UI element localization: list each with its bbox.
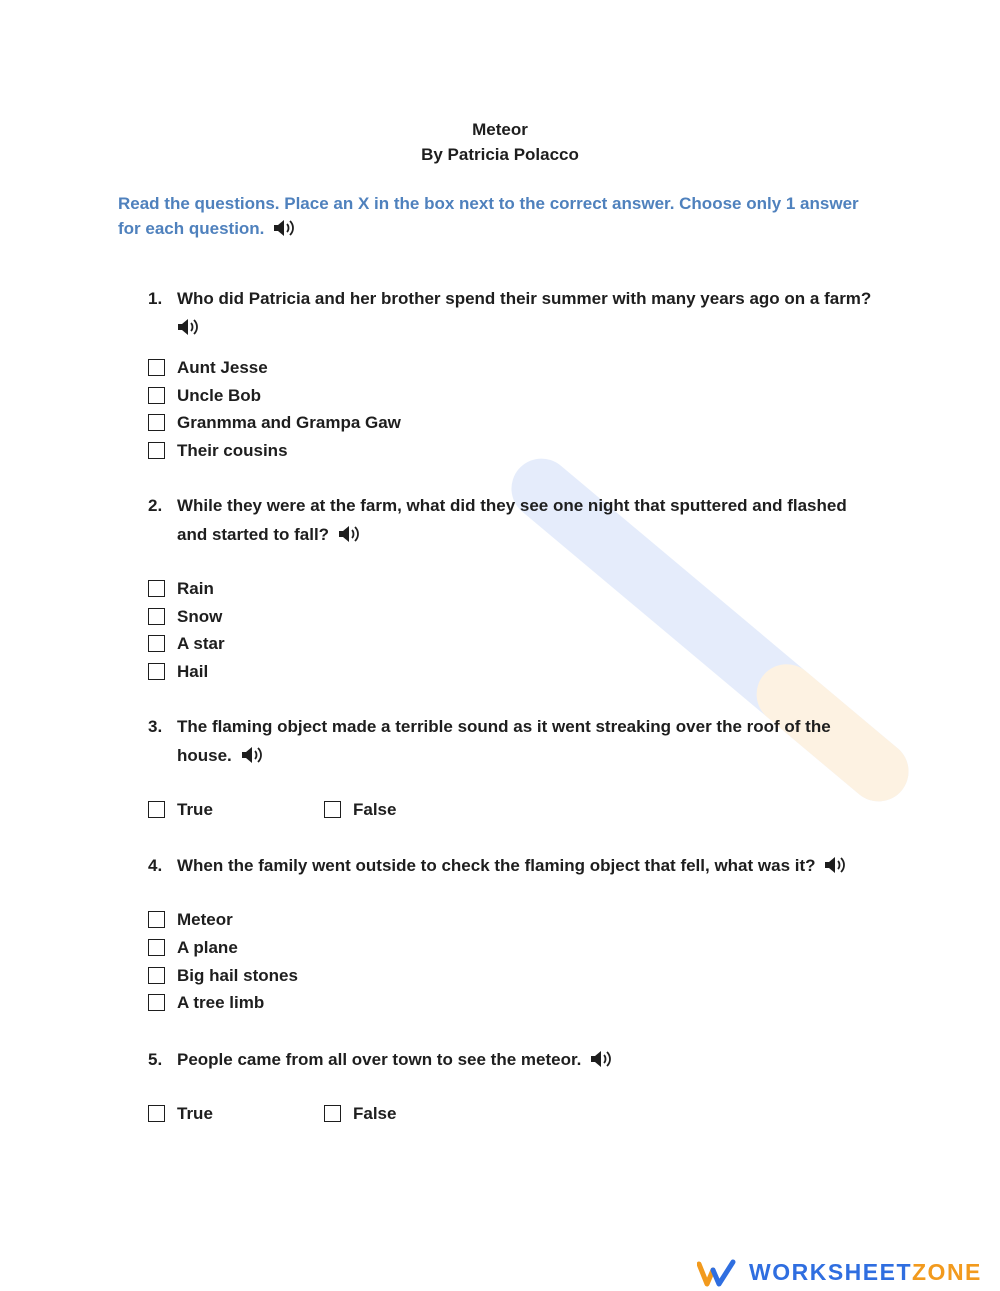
instructions-line-2-text: for each question. (118, 219, 265, 238)
checkbox[interactable] (148, 1105, 165, 1122)
option-label: A star (177, 634, 225, 653)
speaker-icon[interactable] (177, 318, 199, 336)
speaker-icon[interactable] (338, 525, 360, 543)
option-label: True (177, 1104, 213, 1123)
option-label: Snow (177, 607, 223, 626)
checkbox[interactable] (324, 801, 341, 818)
option-label: Their cousins (177, 441, 288, 460)
option-label: False (353, 800, 397, 819)
speaker-icon[interactable] (590, 1050, 612, 1068)
logo-word-zone: ZONE (912, 1259, 982, 1285)
option-label: Big hail stones (177, 966, 298, 985)
logo-text (749, 1259, 982, 1286)
option-label: Meteor (177, 910, 233, 929)
checkbox[interactable] (148, 663, 165, 680)
question-text-line-2: house. (177, 746, 232, 765)
question-text (177, 851, 887, 880)
speaker-icon[interactable] (273, 219, 295, 237)
checkbox[interactable] (148, 608, 165, 625)
question-number: 4. (148, 856, 163, 875)
logo-w-icon (697, 1258, 737, 1288)
question-number: 1. (148, 289, 163, 308)
speaker-icon[interactable] (241, 746, 263, 764)
option-label: Hail (177, 662, 209, 681)
checkbox[interactable] (148, 635, 165, 652)
speaker-icon[interactable] (824, 856, 846, 874)
question-text (177, 491, 887, 549)
checkbox[interactable] (148, 442, 165, 459)
option-label: True (177, 800, 213, 819)
checkbox[interactable] (148, 414, 165, 431)
checkbox[interactable] (148, 911, 165, 928)
option-label: Granmma and Grampa Gaw (177, 413, 401, 432)
checkbox[interactable] (148, 801, 165, 818)
option-label: A tree limb (177, 993, 265, 1012)
option-label: Aunt Jesse (177, 358, 268, 377)
checkbox[interactable] (148, 939, 165, 956)
logo-word-worksheet: WORKSHEET (749, 1259, 912, 1285)
page-title: Meteor (472, 120, 528, 139)
checkbox[interactable] (148, 994, 165, 1011)
question-text-content: People came from all over town to see the meteor. (177, 1050, 582, 1069)
question-text-line-1: While they were at the farm, what did they see one night that sputtered and flashed (177, 496, 847, 515)
option-label: False (353, 1104, 397, 1123)
instructions-line-1: Read the questions. Place an X in the box next to the correct answer. Choose only 1 answer (118, 194, 859, 213)
checkbox[interactable] (148, 387, 165, 404)
question-text (177, 712, 887, 770)
option-label: Rain (177, 579, 214, 598)
instructions (118, 191, 878, 241)
question-text-content: Who did Patricia and her brother spend their summer with many years ago on a farm? (177, 289, 872, 308)
instructions-line-2 (118, 216, 878, 241)
watermark (400, 380, 1000, 880)
question-text (177, 284, 887, 342)
checkbox[interactable] (148, 359, 165, 376)
option-label: A plane (177, 938, 238, 957)
checkbox[interactable] (148, 580, 165, 597)
option-label: Uncle Bob (177, 386, 262, 405)
page-author: By Patricia Polacco (421, 145, 579, 164)
question-number: 3. (148, 717, 163, 736)
checkbox[interactable] (324, 1105, 341, 1122)
question-text-content: When the family went outside to check the flaming object that fell, what was it? (177, 856, 816, 875)
question-text (177, 1045, 887, 1074)
question-text-line-1: The flaming object made a terrible sound as it went streaking over the roof of the (177, 717, 831, 736)
question-text-line-2: and started to fall? (177, 525, 330, 544)
question-number: 2. (148, 496, 163, 515)
question-number: 5. (148, 1050, 163, 1069)
checkbox[interactable] (148, 967, 165, 984)
